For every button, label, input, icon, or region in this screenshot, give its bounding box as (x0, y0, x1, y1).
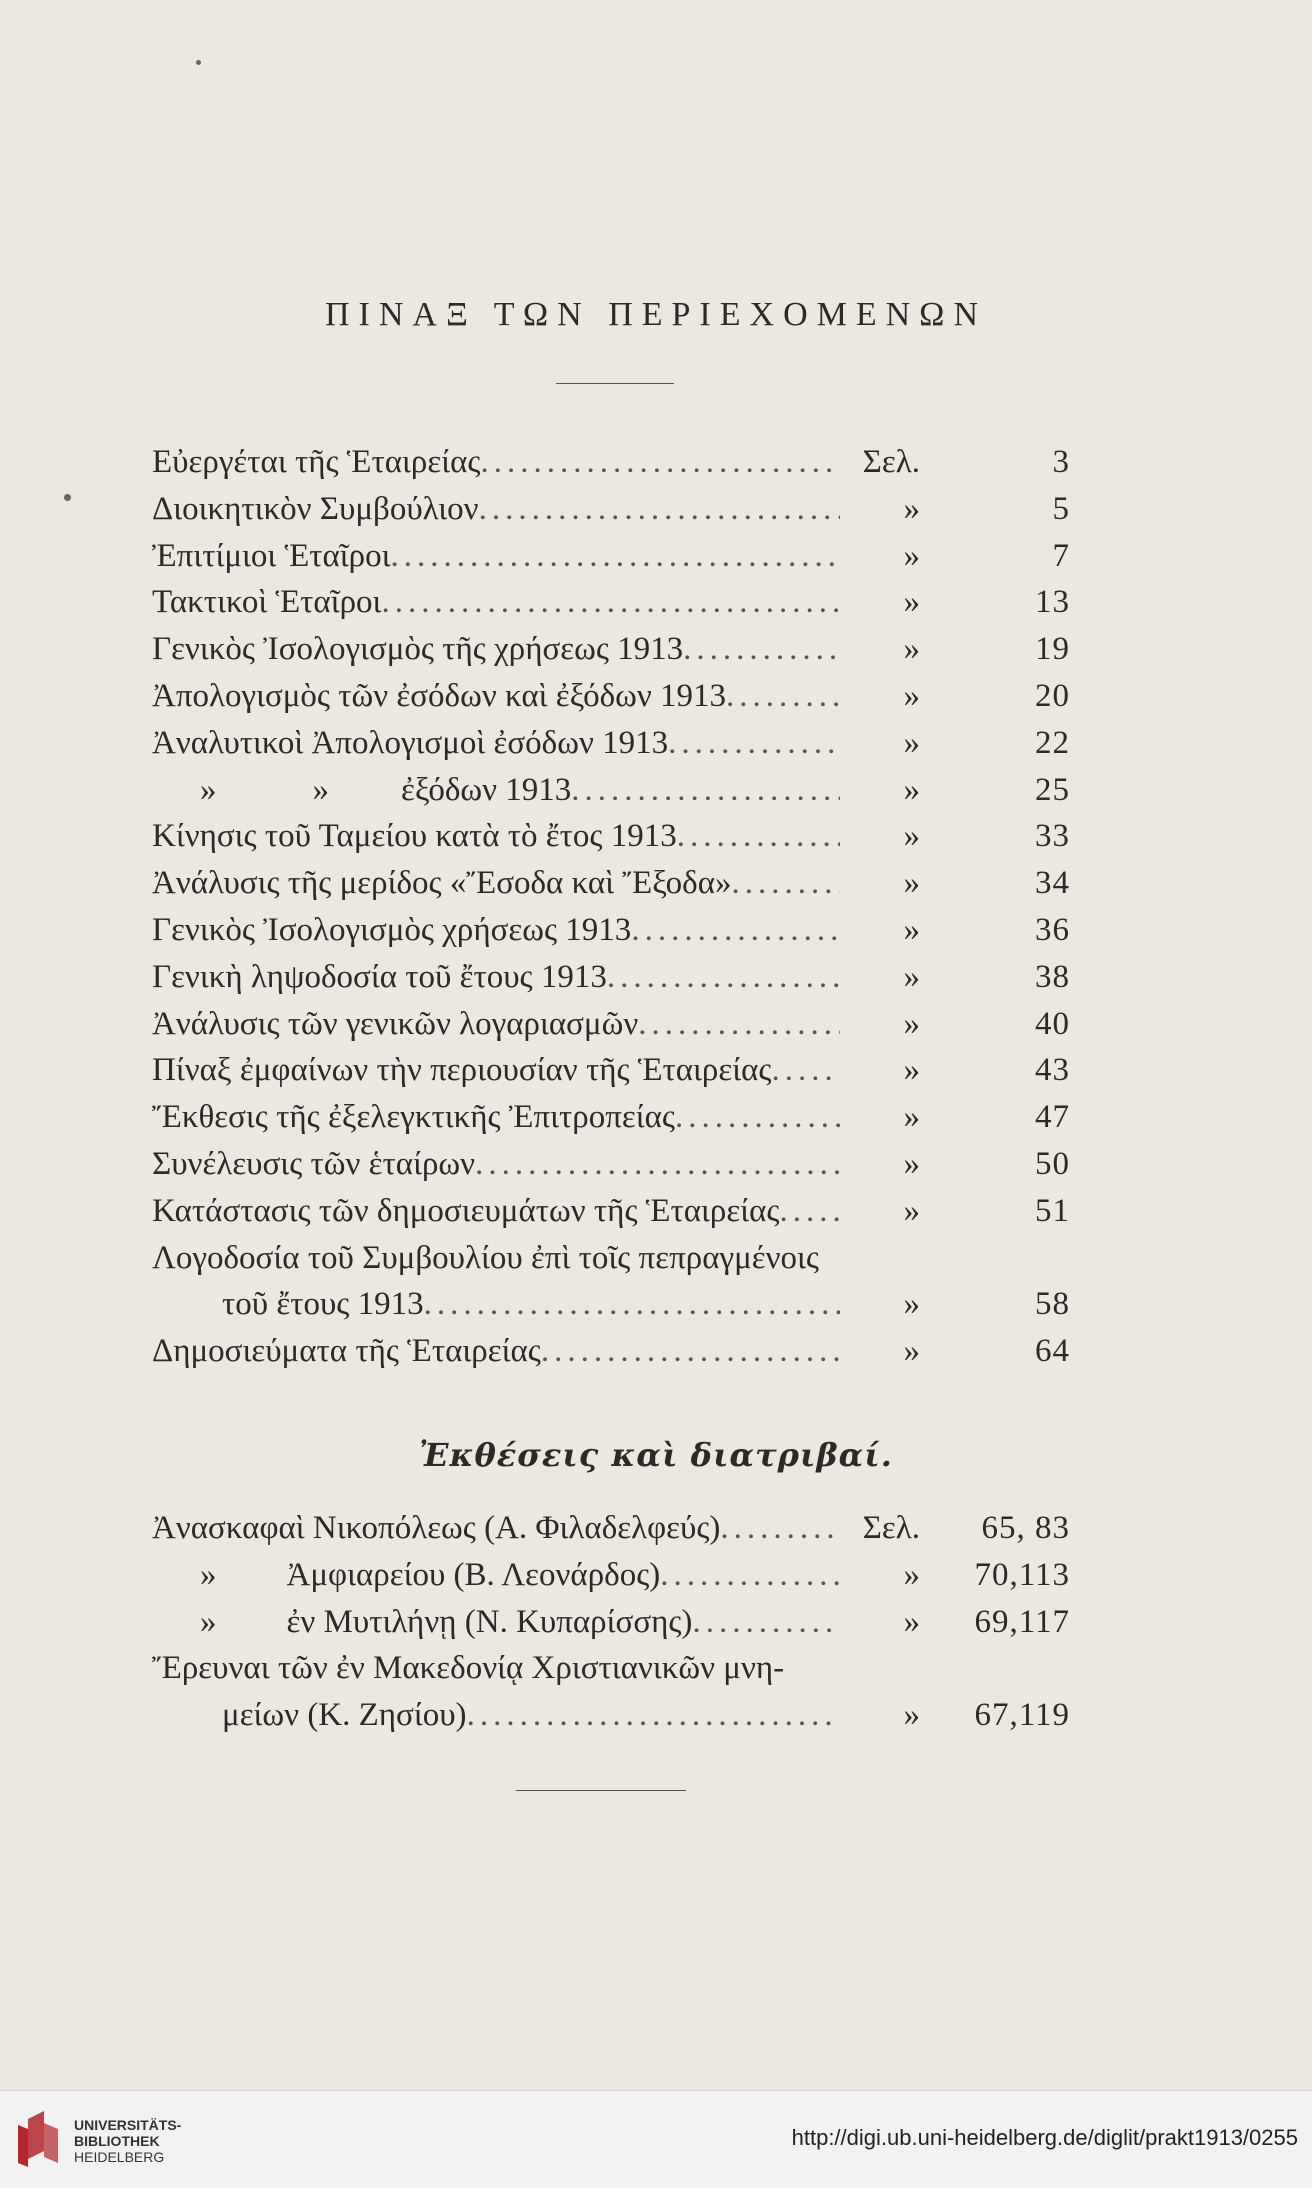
toc-page-prefix: » (903, 1697, 920, 1734)
toc-page-prefix: » (903, 1192, 920, 1229)
dot-leader (541, 1333, 840, 1370)
toc-entry-label: τοῦ ἔτους 1913 (222, 1286, 424, 1323)
dot-leader (772, 1052, 841, 1089)
toc-page-prefix: » (903, 1556, 920, 1593)
dot-leader (683, 631, 840, 668)
toc-entry-label: Δημοσιεύματα τῆς Ἑταιρείας (152, 1333, 541, 1370)
dot-leader (692, 1604, 840, 1641)
toc-page-number: 67,119 (974, 1697, 1070, 1734)
toc-entry-label: Ἐπιτίμιοι Ἑταῖροι (152, 537, 391, 574)
toc-page-prefix: » (903, 1052, 920, 1089)
toc-page-number: 58 (1035, 1286, 1070, 1323)
toc-entry (152, 1697, 1070, 1741)
dot-leader (675, 1099, 840, 1136)
ditto-mark: » (200, 771, 217, 808)
toc-page-number: 7 (1052, 537, 1070, 574)
ditto-mark: » (200, 1556, 217, 1593)
toc-entry (152, 678, 1070, 722)
source-url-link[interactable]: http://digi.ub.uni-heidelberg.de/diglit/prakt1913/0255 (791, 2125, 1298, 2150)
dot-leader (638, 1006, 840, 1043)
toc-entry (152, 772, 1070, 816)
toc-entry (152, 865, 1070, 909)
toc-page-number: 34 (1035, 865, 1070, 902)
toc-page-prefix: » (903, 724, 920, 761)
toc-entry (152, 491, 1070, 535)
toc-page-number: 22 (1035, 724, 1070, 761)
toc-entry-label: Διοικητικὸν Συμβούλιον (152, 490, 479, 527)
toc-page-number: 20 (1035, 678, 1070, 714)
section-heading: Ἐκθέσεις καὶ διατριβαί. (419, 1436, 893, 1474)
toc-entry-label: Ἀμφιαρείου (Β. Λεονάρδος) (286, 1556, 661, 1593)
toc-entry (152, 538, 1070, 582)
toc-page-number: 36 (1035, 912, 1070, 948)
toc-page-prefix: » (903, 1333, 920, 1370)
dot-leader (607, 959, 840, 996)
toc-entry-label: Ἔκθεσις τῆς ἐξελεγκτικῆς Ἐπιτροπείας (152, 1099, 676, 1136)
dot-leader (381, 584, 840, 621)
toc-entry-label: Τακτικοὶ Ἑταῖροι (152, 584, 382, 621)
toc-entry-label: ἐξόδων 1913 (401, 771, 572, 808)
toc-page-prefix: » (903, 958, 920, 995)
dot-leader (467, 1697, 840, 1734)
viewer-footer (0, 2090, 1312, 2188)
toc-entry (152, 1557, 1070, 1601)
toc-entry (152, 818, 1070, 862)
toc-entry-label: μείων (Κ. Ζησίου) (222, 1697, 467, 1734)
title-divider (556, 383, 674, 384)
toc-page-number: 43 (1035, 1052, 1070, 1089)
toc-entry-label: Ἔρευναι τῶν ἐν Μακεδονίᾳ Χριστιανικῶν μνη- (152, 1650, 785, 1687)
toc-entry (152, 631, 1070, 675)
toc-page-number: 13 (1035, 584, 1070, 621)
dot-leader (779, 1193, 840, 1230)
toc-entry-label: Ἀνάλυσις τῆς μερίδος «Ἔσοδα καὶ Ἔξοδα» (152, 865, 732, 902)
toc-page-prefix: » (903, 537, 920, 574)
toc-page-prefix: » (903, 1286, 920, 1323)
toc-entry (152, 1052, 1070, 1096)
toc-page-number: 64 (1035, 1333, 1070, 1370)
toc-entry-label: Ἀπολογισμὸς τῶν ἐσόδων καὶ ἐξόδων 1913 (152, 678, 727, 714)
dot-leader (726, 678, 840, 715)
ink-speck (196, 60, 201, 65)
toc-page-prefix: » (903, 818, 920, 855)
toc-entry-label: Γενικὸς Ἰσολογισμὸς τῆς χρήσεως 1913 (152, 631, 684, 668)
toc-entry (152, 912, 1070, 956)
toc-page-number: 51 (1035, 1192, 1070, 1229)
dot-leader (479, 491, 840, 528)
toc-page-number: 70,113 (974, 1556, 1070, 1593)
toc-page-prefix: » (903, 865, 920, 902)
dot-leader (668, 725, 840, 762)
toc-page-number: 38 (1035, 958, 1070, 995)
library-name: UNIVERSITÄTS- BIBLIOTHEK HEIDELBERG (74, 2117, 182, 2165)
toc-entry-label: Συνέλευσις τῶν ἑταίρων (152, 1146, 476, 1182)
toc-entry (152, 444, 1070, 488)
toc-entry-label: ἐν Μυτιλήνῃ (Ν. Κυπαρίσσης) (286, 1603, 693, 1640)
toc-entry-label: Κατάστασις τῶν δημοσιευμάτων τῆς Ἑταιρείας (152, 1192, 780, 1229)
toc-entry (152, 725, 1070, 769)
toc-entry-label: Κίνησις τοῦ Ταμείου κατὰ τὸ ἔτος 1913 (152, 818, 677, 855)
dot-leader (424, 1286, 840, 1323)
toc-page-prefix: » (903, 631, 920, 668)
toc-entry (152, 1333, 1070, 1377)
toc-page-number: 19 (1035, 631, 1070, 668)
toc-entry (152, 1146, 1070, 1190)
page-title: ΠΙΝΑΞ ΤΩΝ ΠΕΡΙΕΧΟΜΕΝΩΝ (324, 296, 987, 333)
toc-entry (152, 1099, 1070, 1143)
dot-leader (480, 444, 840, 481)
toc-page-number: 33 (1035, 818, 1070, 855)
toc-page-prefix: » (903, 1005, 920, 1042)
toc-page-prefix: Σελ. (862, 1510, 920, 1546)
toc-entry (152, 1604, 1070, 1648)
toc-entry-label: Γενικὴ ληψοδοσία τοῦ ἔτους 1913 (152, 958, 607, 995)
toc-entry-label: Ἀνάλυσις τῶν γενικῶν λογαριασμῶν (152, 1005, 639, 1042)
toc-page-prefix: » (903, 1603, 920, 1640)
toc-page-prefix: » (903, 1099, 920, 1136)
toc-page-prefix: » (903, 1146, 920, 1182)
toc-entry (152, 959, 1070, 1003)
toc-entry (152, 1193, 1070, 1237)
dot-leader (631, 912, 840, 949)
toc-entry-label: Γενικὸς Ἰσολογισμὸς χρήσεως 1913 (152, 912, 632, 948)
toc-page-prefix: Σελ. (862, 444, 920, 480)
library-logo-icon (14, 2111, 60, 2167)
dot-leader (720, 1510, 840, 1547)
toc-page-number: 40 (1035, 1005, 1070, 1042)
ditto-mark: » (312, 771, 329, 808)
dot-leader (660, 1557, 840, 1594)
toc-entry (152, 1240, 1070, 1284)
toc-page-number: 5 (1052, 490, 1070, 527)
toc-page-number: 65, 83 (981, 1510, 1070, 1546)
toc-page-prefix: » (903, 490, 920, 527)
toc-entry (152, 1006, 1070, 1050)
dot-leader (391, 538, 840, 575)
end-divider (516, 1790, 686, 1791)
ditto-mark: » (200, 1603, 217, 1640)
toc-entry (152, 1650, 1070, 1694)
toc-page-number: 25 (1035, 771, 1070, 808)
dot-leader (475, 1146, 840, 1183)
toc-entry (152, 1286, 1070, 1330)
toc-entry-label: Ἀνασκαφαὶ Νικοπόλεως (Α. Φιλαδελφεύς) (152, 1510, 721, 1546)
toc-page-number: 69,117 (974, 1603, 1070, 1640)
dot-leader (677, 818, 840, 855)
toc-entry-label: Ἀναλυτικοὶ Ἀπολογισμοὶ ἐσόδων 1913 (152, 724, 669, 761)
toc-page-prefix: » (903, 678, 920, 714)
toc-entry (152, 584, 1070, 628)
toc-entry-label: Πίναξ ἐμφαίνων τὴν περιουσίαν τῆς Ἑταιρείας (152, 1052, 772, 1089)
toc-page-number: 47 (1035, 1099, 1070, 1136)
dot-leader (571, 772, 840, 809)
toc-page-prefix: » (903, 912, 920, 948)
toc-entry-label: Εὐεργέται τῆς Ἑταιρείας (152, 444, 481, 480)
dot-leader (732, 865, 840, 902)
ink-speck (64, 494, 71, 501)
toc-entry-label: Λογοδοσία τοῦ Συμβουλίου ἐπὶ τοῖς πεπραγμένοις (152, 1239, 819, 1276)
toc-page-prefix: » (903, 584, 920, 621)
toc-page-prefix: » (903, 771, 920, 808)
toc-entry (152, 1510, 1070, 1554)
toc-page-number: 3 (1052, 444, 1070, 480)
toc-page-number: 50 (1035, 1146, 1070, 1182)
